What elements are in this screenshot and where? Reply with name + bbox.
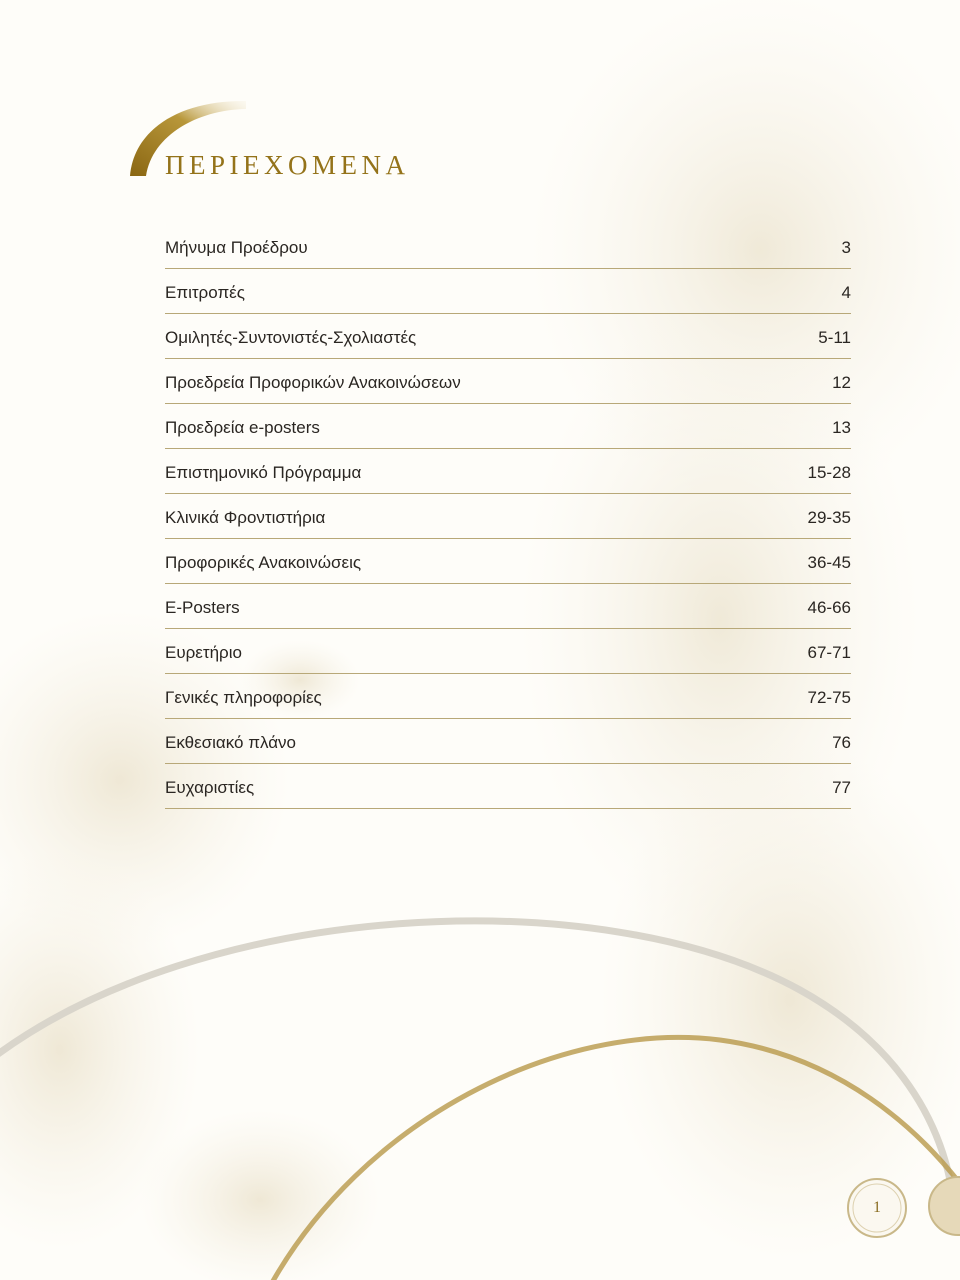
toc-page-range: 76 xyxy=(832,732,851,752)
toc-row[interactable] xyxy=(165,495,851,539)
toc-label: Προεδρεία Προφορικών Ανακοινώσεων xyxy=(165,372,461,392)
toc-row[interactable] xyxy=(165,765,851,809)
toc-label: Γενικές πληροφορίες xyxy=(165,687,322,707)
toc-label: Ευρετήριο xyxy=(165,642,242,662)
toc-row[interactable] xyxy=(165,360,851,404)
toc-label: Ομιλητές-Συντονιστές-Σχολιαστές xyxy=(165,327,417,347)
toc-label: Προφορικές Ανακοινώσεις xyxy=(165,552,362,572)
toc-page-range: 4 xyxy=(841,282,851,302)
toc-page-range: 46-66 xyxy=(807,597,851,617)
toc-label: E-Posters xyxy=(165,597,240,617)
toc-page-range: 67-71 xyxy=(807,642,851,662)
toc-label: Ευχαριστίες xyxy=(165,777,255,797)
page-number: 1 xyxy=(873,1199,881,1216)
toc-label: Προεδρεία e-posters xyxy=(165,417,320,437)
table-of-contents xyxy=(165,225,851,809)
toc-row[interactable] xyxy=(165,225,851,269)
toc-label: Μήνυμα Προέδρου xyxy=(165,237,308,257)
toc-row[interactable] xyxy=(165,720,851,764)
next-page-badge xyxy=(929,1177,960,1235)
toc-page-range: 36-45 xyxy=(807,552,851,572)
toc-label: Κλινικά Φροντιστήρια xyxy=(165,507,326,527)
toc-page-range: 15-28 xyxy=(807,462,851,482)
toc-row[interactable] xyxy=(165,675,851,719)
toc-row[interactable] xyxy=(165,540,851,584)
toc-row[interactable] xyxy=(165,270,851,314)
toc-page-range: 3 xyxy=(841,237,851,257)
toc-page-range: 29-35 xyxy=(807,507,851,527)
toc-row[interactable] xyxy=(165,315,851,359)
toc-page-range: 5-11 xyxy=(818,327,851,347)
toc-page-range: 72-75 xyxy=(807,687,851,707)
toc-row[interactable] xyxy=(165,630,851,674)
page-title: ΠΕΡΙΕΧΟΜΕΝΑ xyxy=(165,150,410,180)
toc-label: Επιτροπές xyxy=(165,282,245,302)
toc-label: Εκθεσιακό πλάνο xyxy=(165,732,296,752)
toc-page-range: 13 xyxy=(832,417,851,437)
toc-page-range: 77 xyxy=(832,777,851,797)
toc-row[interactable] xyxy=(165,450,851,494)
toc-page-range: 12 xyxy=(832,372,851,392)
toc-row[interactable] xyxy=(165,585,851,629)
toc-row[interactable] xyxy=(165,405,851,449)
toc-label: Επιστημονικό Πρόγραμμα xyxy=(165,462,362,482)
